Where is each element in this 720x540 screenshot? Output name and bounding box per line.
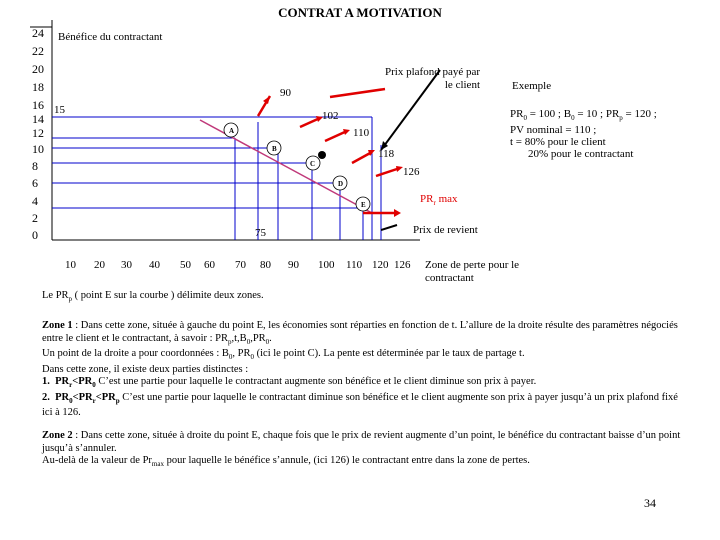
curve-points xyxy=(224,123,370,211)
arrow-110-line xyxy=(325,131,347,141)
example-line-4: 20% pour le contractant xyxy=(528,148,634,161)
x-tick: 126 xyxy=(394,259,411,271)
point-label-c: C xyxy=(310,160,316,168)
y-tick: 0 xyxy=(32,228,38,242)
x-tick: 30 xyxy=(121,259,132,271)
y-axis-label: Bénéfice du contractant xyxy=(58,31,163,43)
y-tick: 14 xyxy=(32,112,44,126)
example-block xyxy=(510,108,657,160)
arrowhead-90 xyxy=(263,96,270,104)
point-label-d: D xyxy=(338,180,344,188)
arrow-prix-revient xyxy=(381,225,397,230)
y-tick: 6 xyxy=(32,176,38,190)
y-tick: 2 xyxy=(32,211,38,225)
x-tick: 100 xyxy=(318,259,335,271)
horizontal-reference-lines xyxy=(52,117,372,208)
x-tick: 120 xyxy=(372,259,389,271)
x-tick: 20 xyxy=(94,259,105,271)
arrow-plafond-line xyxy=(330,89,385,97)
plafond-label: Prix plafond payé par le client xyxy=(385,66,480,91)
point-label-e: E xyxy=(361,201,366,209)
x-tick: 60 xyxy=(204,259,215,271)
arrow-126-line xyxy=(376,168,400,176)
arrow-102-line xyxy=(300,118,320,127)
y-tick: 18 xyxy=(32,80,44,94)
x-tick: 10 xyxy=(65,259,76,271)
point-label-b: B xyxy=(272,145,277,153)
zone1-label: Zone 1 xyxy=(42,320,73,331)
zone2-label: Zone 2 xyxy=(42,430,73,441)
zone1-item-2: 2. $PR_0<PR_r<PR_p$ C’est une partie pour laquelle le contractant diminue son bénéfice et le client augmente son prix à payer jusqu’à un prix plafond fixé ici à 126. xyxy=(42,391,678,419)
arrowhead-126 xyxy=(396,166,403,172)
y-tick: 22 xyxy=(32,44,44,58)
example-line-1: $PR_0 = 100$ ; $B_0 = 10$ ; $PR_p = 120$ ; xyxy=(510,108,657,123)
value-label-118: 118 xyxy=(378,148,395,160)
example-heading: Exemple xyxy=(512,80,552,92)
point-c-dot xyxy=(318,151,326,159)
point-label-a: A xyxy=(229,127,235,135)
y-tick: 12 xyxy=(32,126,44,140)
example-line-2: PV nominal = 110 ; xyxy=(510,124,597,137)
zone1-point: Un point de la droite a pour coordonnées : $B_0$, $PR_0$ (ici le point C). La pente est déterminée par le taux de partage t. xyxy=(42,348,525,362)
zone1-parts: Dans cette zone, il existe deux parties distinctes : xyxy=(42,363,249,375)
arrowhead-prmax xyxy=(394,209,401,217)
zone2-body: : Dans cette zone, située à droite du point E, chaque fois que le prix de revient augmente d’un point, le bénéfice du contractant baisse d’un point jusqu’à s’annuler. xyxy=(42,430,681,454)
y-tick: 4 xyxy=(32,194,38,208)
y-tick: 16 xyxy=(32,98,44,112)
prix-revient-label: Prix de revient xyxy=(413,224,478,236)
intro-paragraph: Le $PR_p$ ( point E sur la courbe ) délimite deux zones. xyxy=(42,290,264,304)
zone1-item-1: 1. $PR_r<PR_0$ C’est une partie pour laquelle le contractant augmente son bénéfice et le client diminue son prix à payer. xyxy=(42,376,537,390)
value-label-15: 15 xyxy=(54,104,65,116)
zone1-section xyxy=(42,320,682,420)
value-label-90: 90 xyxy=(280,87,291,99)
x-tick: 110 xyxy=(346,259,363,271)
arrow-118-line xyxy=(352,152,372,163)
arrowhead-110 xyxy=(343,129,350,135)
y-tick: 10 xyxy=(32,142,44,156)
x-tick: 50 xyxy=(180,259,191,271)
value-label-110: 110 xyxy=(353,127,370,139)
pr-max-label: $PR_r$ max xyxy=(420,193,458,208)
value-label-126: 126 xyxy=(403,166,420,178)
y-tick: 8 xyxy=(32,159,38,173)
zone-perte-label: Zone de perte pour le contractant xyxy=(425,259,520,284)
value-label-102: 102 xyxy=(322,110,339,122)
x-tick: 70 xyxy=(235,259,246,271)
zone1-paragraph: Zone 1 : Dans cette zone, située à gauche du point E, les économies sont réparties en fonction de t. L’allure de la droite résulte des paramètres négociés entre le client et le contractant, à savoir : $PR_p,t,B_0,PR_0$. xyxy=(42,320,678,346)
value-label-75: 75 xyxy=(255,227,266,239)
zone2-paragraph xyxy=(42,430,682,455)
page-number: 34 xyxy=(644,496,656,510)
example-line-3: t = 80% pour le client xyxy=(510,136,606,149)
zone2-section xyxy=(42,430,682,471)
x-tick: 90 xyxy=(288,259,299,271)
x-tick: 80 xyxy=(260,259,271,271)
slide-title: CONTRAT A MOTIVATION xyxy=(278,5,442,20)
zone2-end: Au-delà de la valeur de $Pr_{max}$ pour laquelle le bénéfice s’annule, (ici 126) le contractant entre dans la zone de pertes. xyxy=(42,455,530,469)
x-tick: 40 xyxy=(149,259,160,271)
y-tick: 24 xyxy=(32,26,44,40)
y-tick: 20 xyxy=(32,62,44,76)
